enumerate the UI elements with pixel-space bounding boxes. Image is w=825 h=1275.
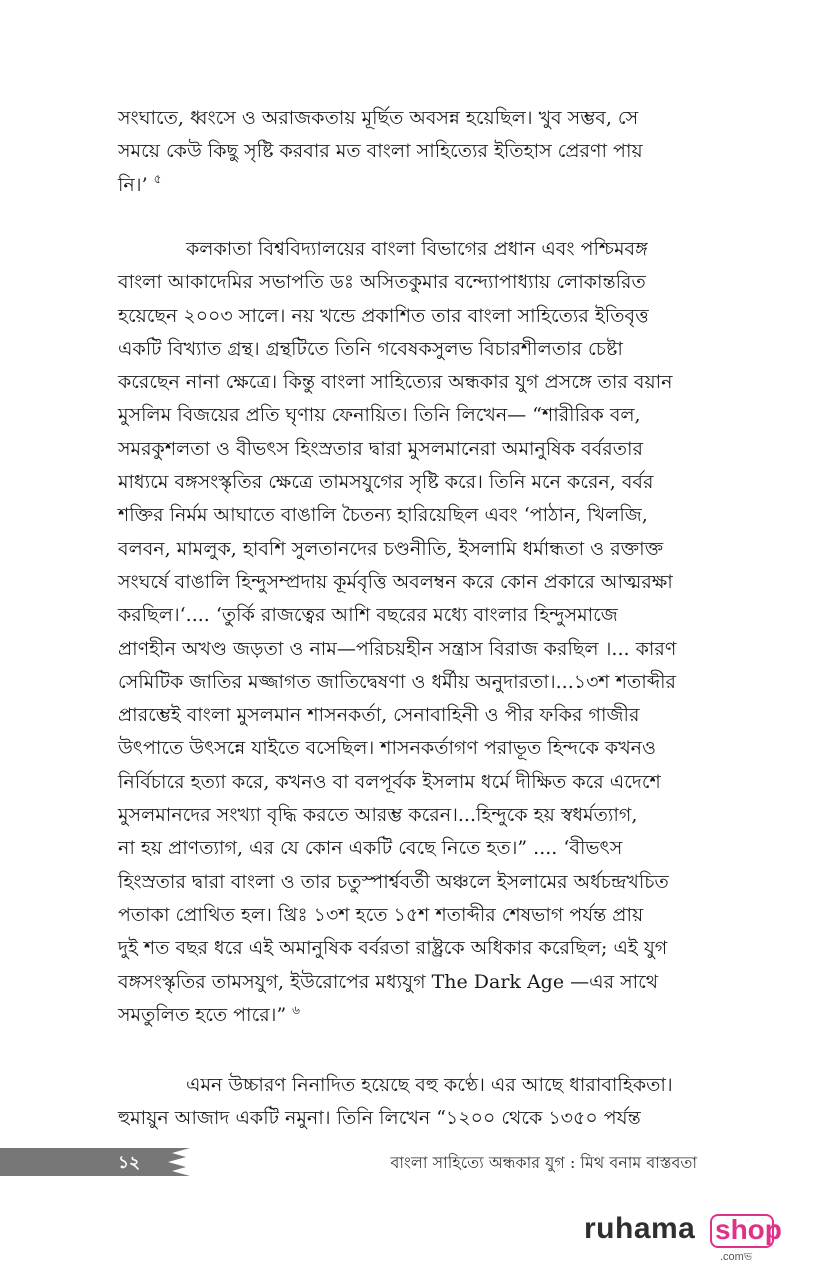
text-line-content: প্রারম্ভেই বাংলা মুসলমান শাসনকর্তা, সেনাবাহিনী ও পীর ফকির গাজীর [118,704,640,727]
text-line-content: বাংলা আকাদেমির সভাপতি ডঃ অসিতকুমার বন্দ্যোপাধ্যায় লোকান্তরিত [118,271,646,294]
body-text-3 [118,1069,698,1136]
text-line-content: বলবন, মামলুক, হাবশি সুলতানদের চণ্ডনীতি, ইসলামি ধর্মান্ধতা ও রক্তাক্ত [118,537,664,560]
text-line [50,533,698,566]
footer-band [0,1148,190,1176]
logo-ruhama-text: ruhama [584,1212,696,1245]
text-line-content: মুসলমানদের সংখ্যা বৃদ্ধি করতে আরম্ভ করেন।...হিন্দুকে হয় স্বধর্মত্যাগ, [118,804,638,827]
text-line [50,466,698,499]
text-line-content: করছিল।‘.... ‘তুর্কি রাজত্বের আশি বছরের মধ্যে বাংলার হিন্দুসমাজে [118,604,618,627]
text-line-content: পতাকা প্রোথিত হল। খ্রিঃ ১৩শ হতে ১৫শ শতাব্দীর শেষভাগ পর্যন্ত প্রায় [118,903,644,926]
text-line [50,732,698,765]
text-line-content: সেমিটিক জাতির মজ্জাগত জাতিদ্বেষণা ও ধর্মীয় অনুদারতা।...১৩শ শতাব্দীর [118,670,676,693]
text-line-content: হুমায়ুন আজাদ একটি নমুনা। তিনি লিখেন “১২০০ থেকে ১৩৫০ পর্যন্ত [118,1107,641,1130]
text-line-content: সমরকুশলতা ও বীভৎস হিংস্রতার দ্বারা মুসলমানেরা অমানুষিক বর্বরতার [118,437,643,460]
text-line [118,1069,698,1102]
paragraph-3 [118,1069,698,1136]
text-line: সময়ে কেউ কিছু সৃষ্টি করবার মত বাংলা সাহিত্যের ইতিহাস প্রেরণা পায় [118,140,643,163]
text-line [50,1102,698,1135]
text-line [50,966,698,999]
footnote-marker: ৬ [292,1002,300,1017]
text-line [50,766,698,799]
logo-shop-badge [710,1214,782,1248]
text-line-content: প্রাণহীন অখণ্ড জড়তা ও নাম—পরিচয়হীন সন্ত্রাস বিরাজ করছিল ।... কারণ [118,637,677,660]
text-line [50,499,698,532]
text-line [50,633,698,666]
text-line-content: কলকাতা বিশ্ববিদ্যালয়ের বাংলা বিভাগের প্রধান এবং পশ্চিমবঙ্গ [186,238,648,260]
text-line-content: নি।’ [118,173,148,196]
text-line [50,899,698,932]
text-line [50,866,698,899]
body-text [118,102,698,202]
text-line: সংঘাতে, ধ্বংসে ও অরাজকতায় মূর্ছিত অবসন্ন হয়েছিল। খুব সম্ভব, সে [118,107,639,129]
text-line [50,566,698,599]
text-line [118,169,698,202]
text-line-content: করেছেন নানা ক্ষেত্রে। কিন্তু বাংলা সাহিত্যের অন্ধকার যুগ প্রসঙ্গে তার বয়ান [118,371,673,394]
text-line [50,300,698,333]
text-line [50,366,698,399]
logo-shop-text: shop [715,1214,782,1245]
text-line [50,699,698,732]
text-line [50,333,698,366]
paragraph-1 [118,102,698,202]
text-line-content: হয়েছেন ২০০৩ সালে। নয় খন্ডে প্রকাশিত তার বাংলা সাহিত্যের ইতিবৃত্ত [118,304,649,327]
running-head: বাংলা সাহিত্যে অন্ধকার যুগ : মিথ বনাম বাস্তবতা [390,1153,697,1172]
text-line [50,266,698,299]
body-text-2 [118,233,698,1032]
text-line-content: মুসলিম বিজয়ের প্রতি ঘৃণায় ফেনায়িত। তিনি লিখেন— “শারীরিক বল, [118,404,641,427]
text-line-content: এমন উচ্চারণ নিনাদিত হয়েছে বহু কণ্ঠে। এর আছে ধারাবাহিকতা। [186,1074,673,1096]
text-line [50,799,698,832]
text-line [50,599,698,632]
text-line [50,399,698,432]
text-line [50,433,698,466]
logo-com-text: .comভ [720,1251,753,1263]
text-line [118,233,698,266]
text-line-content: শক্তির নির্মম আঘাতে বাঙালি চৈতন্য হারিয়েছিল এবং ‘পাঠান, খিলজি, [118,504,648,527]
text-line-content: উৎপাতে উৎসন্নে যাইতে বসেছিল। শাসনকর্তাগণ পরাভূত হিন্দকে কখনও [118,737,657,760]
text-line [50,999,698,1032]
text-line-content: দুই শত বছর ধরে এই অমানুষিক বর্বরতা রাষ্ট্রকে অধিকার করেছিল; এই যুগ [118,937,668,960]
text-line-content: একটি বিখ্যাত গ্রন্থ। গ্রন্থটিতে তিনি গবেষকসুলভ বিচারশীলতার চেষ্টা [118,337,623,360]
text-line-content: মাধ্যমে বঙ্গসংস্কৃতির ক্ষেত্রে তামসযুগের সৃষ্টি করে। তিনি মনে করেন, বর্বর [118,471,654,494]
text-line-content: হিংস্রতার দ্বারা বাংলা ও তার চতুস্পার্শ্ববর্তী অঞ্চলে ইসলামের অর্ধচন্দ্রখচিত [118,870,669,893]
text-line-content: বঙ্গসংস্কৃতির তামসযুগ, ইউরোপের মধ্যযুগ The Dark Age —এর সাথে [118,970,659,993]
text-line-content: সমতুলিত হতে পারে।” [118,1003,287,1026]
text-line [50,932,698,965]
text-line-content: সংঘর্ষে বাঙালি হিন্দুসম্প্রদায় কূর্মবৃত্তি অবলম্বন করে কোন প্রকারে আত্মরক্ষা [118,570,673,593]
text-line [50,832,698,865]
text-line-content: নির্বিচারে হত্যা করে, কখনও বা বলপূর্বক ইসলাম ধর্মে দীক্ষিত করে এদেশে [118,770,661,793]
page-number: ১২ [118,1153,141,1173]
text-line-content: না হয় প্রাণত্যাগ, এর যে কোন একটি বেছে নিতে হত।” .... ‘বীভৎস [118,837,623,860]
footnote-marker: ৫ [153,172,162,187]
text-line [50,666,698,699]
paragraph-2 [118,233,698,1032]
